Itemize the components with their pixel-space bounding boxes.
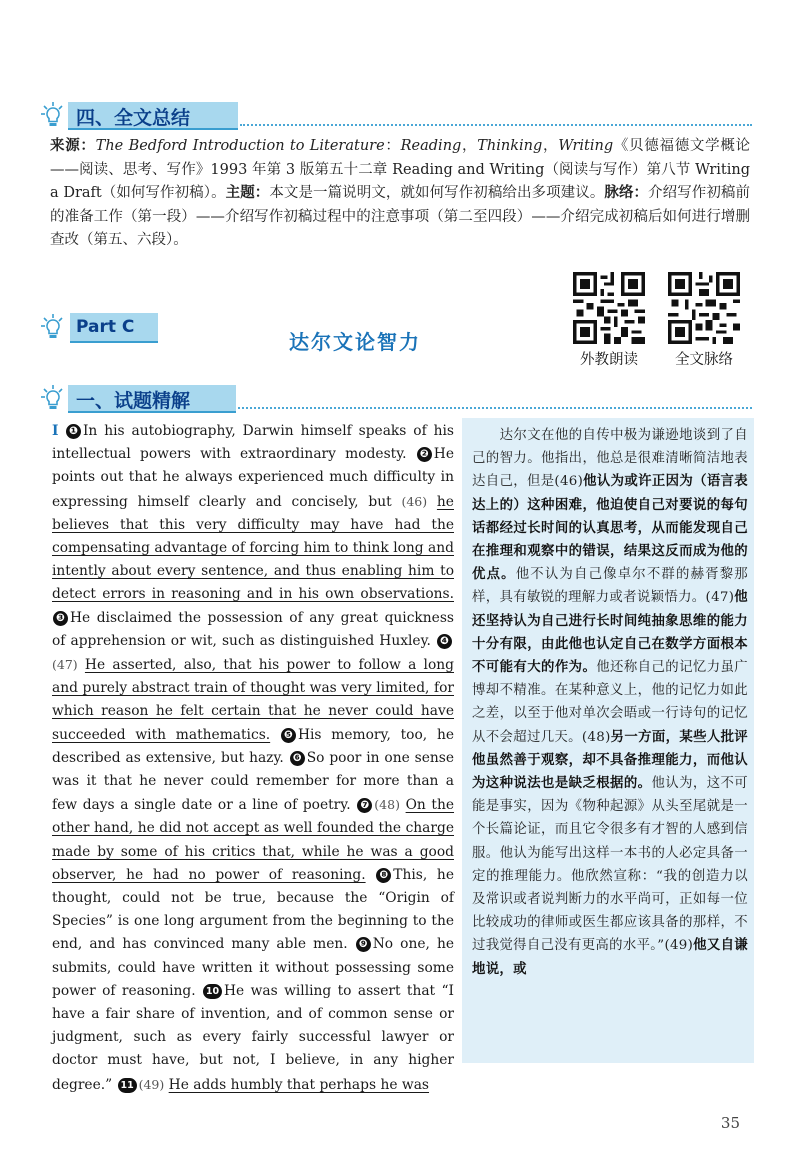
translation-text: 他不认为自己像卓尔不群的赫胥黎那样，具有敏锐的理解力或者说颖悟力。(47): [472, 567, 748, 606]
translation-item-49: He adds humbly that perhaps he was: [168, 1076, 430, 1093]
source-book-title: The Bedford Introduction to Literature: [95, 138, 385, 154]
page-number: 35: [720, 1114, 740, 1132]
section-divider: [238, 407, 752, 409]
lightbulb-icon: [40, 383, 70, 413]
question-number-48: (48): [374, 797, 400, 813]
translation-text: 他还称自己的记忆力虽广博却不精准。在某种意义上，他的记忆力如此之差，以至于他对单次会晤或一行诗句的记忆从不会超过几天。(48): [472, 660, 748, 745]
sentence-marker: 11: [118, 1078, 137, 1093]
source-sub-writing: Writing: [558, 138, 614, 154]
source-sub-thinking: Thinking: [477, 138, 543, 154]
section-title: 一、试题精解: [76, 390, 191, 412]
paragraph-numeral: Ⅰ: [52, 423, 61, 439]
sentence-marker: ❼: [357, 798, 372, 813]
sentence-marker: ❸: [53, 611, 68, 626]
lightbulb-icon: [40, 100, 70, 130]
sentence-10: He was willing to assert that “I have a fair share of invention, and of common sense or judgment, such as every fairly successful lawyer or doctor must have, but not, I believe, in any higher degree.”: [52, 982, 454, 1093]
sentence-marker: ❷: [417, 447, 432, 462]
sentence-marker: ❶: [66, 424, 81, 439]
punct: ，: [542, 138, 559, 154]
punct: ：: [384, 138, 401, 154]
source-label: 来源：: [50, 138, 96, 154]
source-sub-reading: Reading: [400, 138, 462, 154]
sentence-marker: ❽: [376, 868, 391, 883]
answer-46: 他认为或许正因为（语言表达上的）这种困难，他迫使自己对要说的每句话都经过长时间的认真思考，从而能发现自己在推理和观察中的错误，结果这反而成为他的优点。: [472, 474, 748, 583]
context-text: 介绍写作初稿前的准备工作（第一段）——介绍写作初稿过程中的注意事项（第二至四段）——介绍完成初稿后如何进行增删查改（第五、六段）。: [50, 185, 750, 248]
sentence-6: So poor in one sense was it that he never could remember for more than a few days a single date or a line of poetry.: [52, 749, 455, 814]
sentence-marker: ❾: [356, 937, 371, 952]
question-section-header: [40, 383, 760, 413]
sentence-marker: ❻: [290, 751, 305, 766]
translation-item-48: On the other hand, he did not accept as well founded the charge made by some of his critics that, while he was a good observer, he had no power of reasoning.: [52, 797, 455, 883]
section-divider: [240, 124, 752, 126]
sentence-marker: 10: [203, 984, 222, 999]
english-passage: [52, 420, 454, 1097]
theme-text: 本文是一篇说明文，就如何写作初稿给出多项建议。: [269, 185, 605, 201]
sentence-marker: ❹: [437, 634, 452, 649]
answer-49: 他又自谦地说，或: [472, 938, 748, 977]
article-title: 达尔文论智力: [289, 330, 421, 354]
qr-label-outline: 全文脉络: [675, 352, 733, 368]
answer-47: 他还坚持认为自己进行长时间纯抽象思维的能力十分有限，由此他也认定自己在数学方面根本不可能有大的作为。: [472, 590, 748, 676]
translation-item-47: He asserted, also, that his power to follow a long and purely abstract train of thought was very limited, for which reason he felt certain that he never could have succeeded with mathematics.: [52, 657, 454, 743]
question-number-46: (46): [401, 493, 428, 509]
sentence-marker: ❺: [281, 728, 296, 743]
sentence-3: He disclaimed the possession of any great quickness of apprehension or wit, such as distinguished Huxley.: [52, 609, 454, 649]
source-detail: 《贝德福德文学概论——阅读、思考、写作》1993 年第 3 版第五十二章 Reading and Writing（阅读与写作）第八节 Writing a Draft（如何写作初稿）。: [50, 138, 751, 201]
sentence-1: In his autobiography, Darwin himself speaks of his intellectual powers with extraordinary modesty.: [52, 423, 454, 463]
lightbulb-icon: [40, 312, 70, 342]
answer-48: 另一方面，某些人批评他虽然善于观察，却不具备推理能力，而他认为这种说法也是缺乏根据的。: [472, 729, 749, 792]
chinese-translation: [472, 424, 748, 981]
translation-text: 他认为，这不可能是事实，因为《物种起源》从头至尾就是一个长篇论证，而且它令很多有才智的人感到信服。他认为能写出这样一本书的人必定具备一定的推理能力。他欣然宣称：“我的创造力以及常识或者说判断力的水平尚可，正如每一位比较成功的律师或医生都应该具备的那样，不过我觉得自己没有更高的水平。”(49): [472, 776, 748, 954]
sentence-8: This, he thought, could not be true, because the “Origin of Species” is one long argument from the beginning to the end, and has convinced many able men.: [52, 866, 454, 953]
punct: ，: [461, 138, 478, 154]
question-number-47: (47): [52, 657, 78, 673]
question-number-49: (49): [138, 1076, 165, 1092]
sentence-5: His memory, too, he described as extensive, but hazy.: [52, 726, 454, 766]
summary-paragraph: [50, 135, 750, 253]
qr-code-reading[interactable]: [573, 272, 645, 344]
translation-item-46: he believes that this very difficulty may have had the compensating advantage of forcing him to think long and intently about every sentence, and thus enabling him to detect errors in reasoning and in his own observations.: [52, 493, 454, 603]
part-label: Part C: [76, 317, 135, 337]
theme-label: 主题：: [225, 185, 270, 201]
sentence-9: No one, he submits, could have written it without possessing some power of reasoning.: [52, 936, 454, 999]
qr-label-reading: 外教朗读: [580, 352, 638, 368]
section-title: 四、全文总结: [76, 107, 191, 129]
qr-code-outline[interactable]: [668, 272, 740, 344]
summary-section-header: [40, 100, 760, 130]
translation-text: 达尔文在他的自传中极为谦逊地谈到了自己的智力。他指出，他总是很难清晰简洁地表达自己，但是(46): [472, 428, 748, 490]
sentence-2a: He points out that he always experienced much difficulty in expressing himself clearly and concisely, but: [52, 446, 454, 510]
context-label: 脉络：: [604, 185, 649, 201]
